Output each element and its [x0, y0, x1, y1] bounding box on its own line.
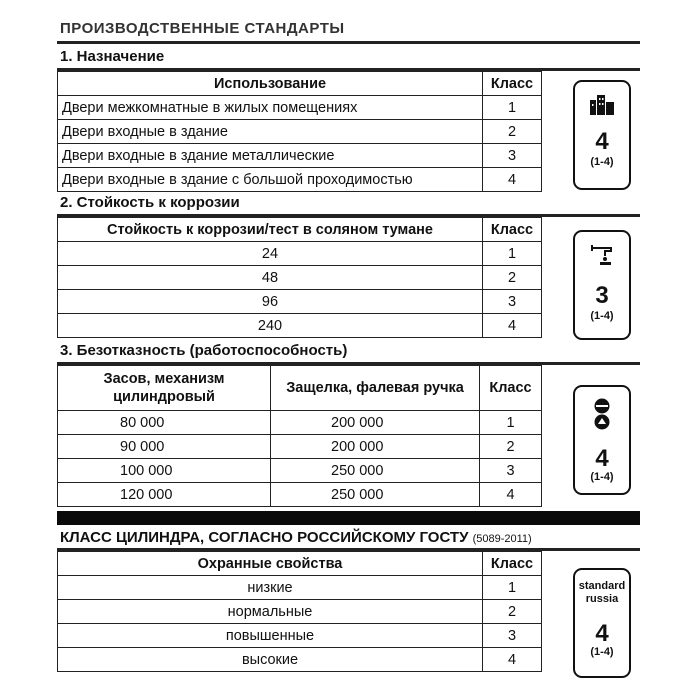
table-row — [58, 144, 542, 168]
table-row — [58, 266, 542, 290]
standard-number: (5089-2011) — [472, 533, 532, 545]
column-header: Класс — [480, 366, 542, 411]
class-range: (1-4) — [590, 156, 614, 168]
section-separator-bar — [57, 511, 640, 525]
table-row — [58, 435, 542, 459]
corrosion-class-badge — [573, 230, 631, 340]
table-cell: 200 000 — [271, 411, 480, 435]
table-cell: 240 — [58, 314, 483, 338]
table-cell: 250 000 — [271, 459, 480, 483]
reliability-table — [57, 365, 542, 507]
table-cell: 4 — [480, 483, 542, 507]
table-header-row — [58, 366, 542, 411]
table-cell: 2 — [483, 120, 542, 144]
table-row — [58, 314, 542, 338]
table-cell: 200 000 — [271, 435, 480, 459]
column-header: Засов, механизм цилиндровый — [58, 366, 271, 411]
table-cell: низкие — [58, 576, 483, 600]
cylinder-class-table — [57, 551, 542, 672]
standard-label — [575, 580, 629, 606]
table-cell: 48 — [58, 266, 483, 290]
building-icon — [589, 92, 615, 116]
table-cell: 2 — [480, 435, 542, 459]
table-cell: 90 000 — [58, 435, 271, 459]
table-row — [58, 624, 542, 648]
column-header: Класс — [483, 552, 542, 576]
class-value: 4 — [595, 128, 609, 155]
table-row — [58, 120, 542, 144]
table-row — [58, 242, 542, 266]
table-cell: 3 — [480, 459, 542, 483]
reliability-class-badge — [573, 385, 631, 495]
table-row — [58, 96, 542, 120]
table-cell: 24 — [58, 242, 483, 266]
section-1-title: 1. Назначение — [60, 48, 165, 65]
class-value: 4 — [595, 620, 609, 647]
standard-label-line-1: standard — [578, 580, 626, 592]
table-cell: 4 — [483, 314, 542, 338]
column-header: Защелка, фалевая ручка — [271, 366, 480, 411]
purpose-class-badge — [573, 80, 631, 190]
class-value: 4 — [595, 445, 609, 472]
table-cell: 3 — [483, 290, 542, 314]
table-row — [58, 576, 542, 600]
salt-spray-icon — [589, 242, 615, 266]
corrosion-table — [57, 217, 542, 338]
class-value: 3 — [595, 282, 609, 309]
table-cell: 3 — [483, 624, 542, 648]
table-header-row — [58, 218, 542, 242]
table-header-row — [58, 552, 542, 576]
column-header: Использование — [58, 72, 483, 96]
table-header-row — [58, 72, 542, 96]
cycles-icon — [589, 397, 615, 431]
table-cell: Двери входные в здание металлические — [58, 144, 483, 168]
table-cell: нормальные — [58, 600, 483, 624]
table-cell: Двери межкомнатные в жилых помещениях — [58, 96, 483, 120]
class-range: (1-4) — [590, 646, 614, 658]
section-3-title: 3. Безотказность (работоспособность) — [60, 342, 348, 359]
table-cell: 2 — [483, 266, 542, 290]
table-cell: высокие — [58, 648, 483, 672]
table-cell: 80 000 — [58, 411, 271, 435]
section-4-title — [60, 529, 532, 546]
page-title: ПРОИЗВОДСТВЕННЫЕ СТАНДАРТЫ — [60, 20, 345, 37]
table-row — [58, 411, 542, 435]
table-cell: 100 000 — [58, 459, 271, 483]
table-cell: Двери входные в здание с большой проходимостью — [58, 168, 483, 192]
table-cell: 120 000 — [58, 483, 271, 507]
section-4-title-text: КЛАСС ЦИЛИНДРА, СОГЛАСНО РОССИЙСКОМУ ГОСТУ — [60, 529, 469, 546]
table-cell: 250 000 — [271, 483, 480, 507]
table-cell: 1 — [483, 96, 542, 120]
table-cell: 1 — [483, 576, 542, 600]
standard-label-line-2: russia — [585, 593, 619, 605]
title-divider — [57, 41, 640, 44]
table-cell: Двери входные в здание — [58, 120, 483, 144]
class-range: (1-4) — [590, 471, 614, 483]
table-cell: 4 — [483, 168, 542, 192]
class-range: (1-4) — [590, 310, 614, 322]
table-cell: 3 — [483, 144, 542, 168]
column-header: Стойкость к коррозии/тест в соляном тумане — [58, 218, 483, 242]
table-cell: 96 — [58, 290, 483, 314]
table-cell: 4 — [483, 648, 542, 672]
table-cell: 1 — [480, 411, 542, 435]
table-row — [58, 459, 542, 483]
table-row — [58, 648, 542, 672]
table-cell: повышенные — [58, 624, 483, 648]
table-row — [58, 483, 542, 507]
table-row — [58, 290, 542, 314]
table-cell: 1 — [483, 242, 542, 266]
table-row — [58, 168, 542, 192]
column-header: Класс — [483, 72, 542, 96]
cylinder-class-badge — [573, 568, 631, 678]
column-header: Класс — [483, 218, 542, 242]
table-row — [58, 600, 542, 624]
purpose-table — [57, 71, 542, 192]
table-cell: 2 — [483, 600, 542, 624]
section-2-title: 2. Стойкость к коррозии — [60, 194, 240, 211]
column-header: Охранные свойства — [58, 552, 483, 576]
